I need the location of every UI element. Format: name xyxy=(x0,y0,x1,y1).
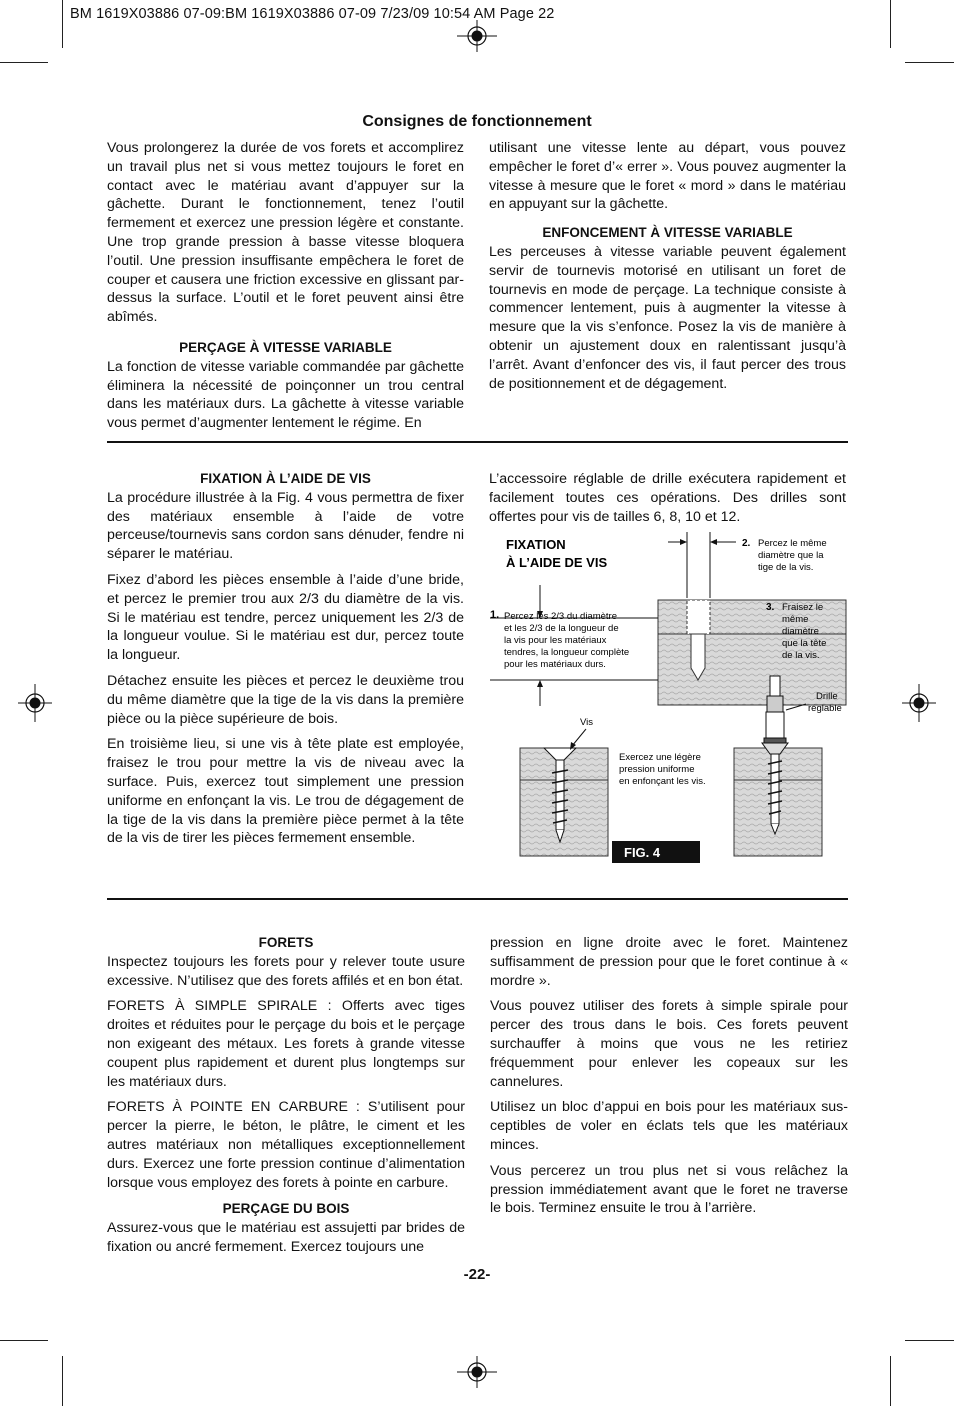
step-label: de la vis. xyxy=(782,650,820,661)
drille-label: Drille xyxy=(816,691,838,702)
step-label: tige de la vis. xyxy=(758,562,814,573)
section-heading: PERÇAGE DU BOIS xyxy=(222,1201,350,1217)
step-number: 2. xyxy=(742,538,751,549)
section3-right-column xyxy=(490,934,848,1225)
paragraph: Détachez ensuite les pièces et percez le deuxième trou du même diamètre que la tige de la vis dans la première pièce ou la pièce supérieure de bois. xyxy=(107,672,464,727)
paragraph: En troisième lieu, si une vis à tête plate est employée, fraisez le trou pour mettre la vis de niveau avec la surface. Puis, exercez tout simplement une pression uniforme en enfonçant la vis. Le trou de dégagement de la tige de la vis dans la première pièce permet à la tête de la vis de tirer les pièces fermement ensemble. xyxy=(107,736,464,847)
paragraph: Vous percerez un trou plus net si vous relâchez la pression immédiatement avant que le foret ne traverse le bois. Terminez ensuite le trou à l’arrière. xyxy=(490,1162,848,1217)
paragraph: La fonction de vitesse variable commandée par gâchette éliminera la nécessité de poinçonner un trou central dans les matériaux durs. La gâchette à vitesse variable vous permet d’augmenter lentement le régime. En xyxy=(107,358,464,432)
paragraph: Utilisez un bloc d’appui en bois pour les matériaux sus-ceptibles de voler en éclats tels que les matériaux minces. xyxy=(490,1099,848,1153)
step-label: même xyxy=(782,614,809,625)
step-label: que la tête xyxy=(782,638,827,649)
section3-left-column xyxy=(107,934,465,1264)
fig4-illustration xyxy=(486,528,856,868)
drille-label: réglable xyxy=(808,703,842,714)
page-title: Consignes de fonctionnement xyxy=(362,113,592,130)
paragraph: Assurez-vous que le matériau est assujetti par brides de fixation ou ancré fermement. Exercez toujours une xyxy=(107,1220,465,1255)
pressure-label: Exercez une légère xyxy=(619,752,701,763)
paragraph: Inspectez toujours les forets pour y relever toute usure excessive. N’utilisez que des forets affilés et en bon état. xyxy=(107,953,465,989)
paragraph: FORETS À SIMPLE SPIRALE : Offerts avec tiges droites et réduites pour le perçage du bois et le perçage non exigeant des métaux. Les forets à grande vitesse coupent plus rapidement et durent plus longtemps sur les matériaux durs. xyxy=(107,998,465,1090)
paragraph: Les perceuses à vitesse variable peuvent également servir de tournevis motorisé en utilisant un foret de tournevis en mode de perçage. La technique consiste à commencer lentement, puis à augmenter la vitesse à mesure que la vis s’enfonce. Posez la vis de manière à obtenir un ajustement doux en ralentissant jusqu’à l’arrêt. Avant d’enfoncer des vis, il faut percer des trous de positionnement et de dégagement. xyxy=(489,243,846,392)
crop-mark xyxy=(905,62,954,63)
crop-mark xyxy=(0,62,48,63)
divider xyxy=(107,441,848,443)
crop-mark xyxy=(62,1356,63,1406)
section-heading: ENFONCEMENT À VITESSE VARIABLE xyxy=(542,225,793,241)
section1-right-column xyxy=(489,139,846,400)
fig-label: FIG. 4 xyxy=(624,845,661,860)
step-label: tendres, la longueur complète xyxy=(504,647,630,658)
vis-label: Vis xyxy=(580,717,594,728)
paragraph: L’accessoire réglable de drille exécutera rapidement et facilement toutes ces opérations. Des drilles sont offertes pour vis de tailles 6, 8, 10 et 12. xyxy=(489,471,846,525)
section-heading: PERÇAGE À VITESSE VARIABLE xyxy=(179,339,392,355)
step-label: Percez le même xyxy=(758,538,827,549)
section-heading: FORETS xyxy=(258,935,314,950)
step-label: diamètre que la xyxy=(758,550,824,561)
step-number: 1. xyxy=(490,609,500,621)
paragraph: utilisant une vitesse lente au départ, vous pouvez empêcher le foret d’« errer ». Vous pouvez augmenter la vitesse à mesure que le foret « mord » dans le matériau en appuyant sur la gâchette. xyxy=(489,140,846,213)
crop-mark xyxy=(62,0,63,48)
divider xyxy=(107,898,848,900)
crop-mark xyxy=(890,1356,891,1406)
step-label: pour les matériaux durs. xyxy=(504,659,606,670)
section2-left-column xyxy=(107,470,464,855)
section1-left-column xyxy=(107,139,464,440)
registration-mark-icon xyxy=(457,20,497,52)
step-label: et les 2/3 de la longueur de xyxy=(504,623,619,634)
print-slug: BM 1619X03886 07-09:BM 1619X03886 07-09 7/23/09 10:54 AM Page 22 xyxy=(70,6,555,22)
step-number: 3. xyxy=(766,602,775,613)
fig-title: À L’AIDE DE VIS xyxy=(506,555,608,570)
fig-title: FIXATION xyxy=(506,537,566,552)
step-label: Fraisez le xyxy=(782,602,824,613)
pressure-label: pression uniforme xyxy=(619,764,695,775)
paragraph: FORETS À POINTE EN CARBURE : S’utilisent pour percer la pierre, le béton, le plâtre, le ciment et les autres matériaux non métalliques exceptionnellement durs. Exercez une forte pression continue d’alimentation lorsque vous employez des forets à pointe en carbure. xyxy=(107,1099,465,1191)
paragraph: pression en ligne droite avec le foret. Maintenez suffisamment de pression pour que le foret continue à « mordre ». xyxy=(490,935,848,989)
pressure-label: en enfonçant les vis. xyxy=(619,776,706,787)
registration-mark-icon xyxy=(18,684,52,722)
crop-mark xyxy=(905,1340,954,1341)
paragraph: La procédure illustrée à la Fig. 4 vous permettra de fixer des matériaux ensemble à l’aide de votre perceuse/tournevis sans cordon sans dénuder, fendre ni séparer le matériau. xyxy=(107,489,464,563)
crop-mark xyxy=(0,1340,48,1341)
step-label: la vis pour les matériaux xyxy=(504,635,607,646)
step-label: diamètre xyxy=(782,626,819,637)
crop-mark xyxy=(890,0,891,48)
paragraph: Vous pouvez utiliser des forets à simple spirale pour percer des trous dans le bois. Ces forets peuvent surchauffer à moins que vous ne les retiriez fréquemment pour enlever les copeaux sur les cannelures. xyxy=(490,998,848,1090)
step-label: Percez les 2/3 du diamètre xyxy=(504,611,618,622)
section2-right-column xyxy=(489,470,846,533)
registration-mark-icon xyxy=(457,1356,497,1388)
section-heading: FIXATION À L’AIDE DE VIS xyxy=(200,471,371,486)
intro-paragraph: Vous prolongerez la durée de vos forets et accomplirez un travail plus net si vous mettez toujours le foret en contact avec le matériau avant d’appuyer sur la gâchette. Durant le fonctionnement, tenez l’outil fermement et exercez une pression légère et constante. Une trop grande pression à basse vitesse bloquera l’outil. Une pression insuffisante empêchera le foret de couper et causera une friction excessive en glissant par-dessus la surface. L’outil et le foret peuvent ainsi être abîmés. xyxy=(107,140,464,326)
page-number: -22- xyxy=(463,1266,491,1283)
paragraph: Fixez d’abord les pièces ensemble à l’aide d’une bride, et percez le premier trou aux 2/3 du diamètre de la vis. Si le matériau est tendre, percez uniquement les 2/3 de la longueur voulue. Si le matériau est dur, percez toute la longueur. xyxy=(107,571,464,664)
registration-mark-icon xyxy=(902,684,936,722)
